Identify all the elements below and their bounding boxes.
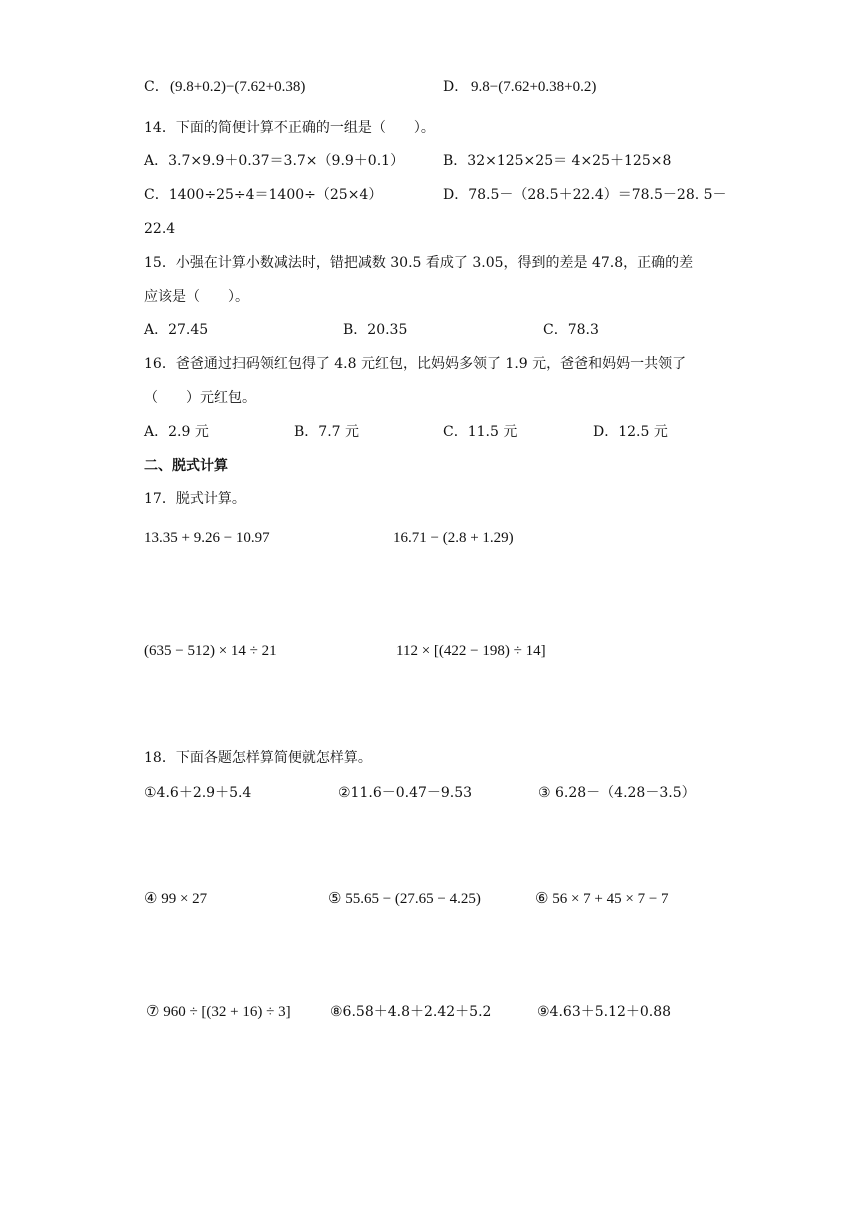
q17-expression-4: 112 × [(422 − 198) ÷ 14] [396,643,546,659]
q17-expression-3: (635 − 512) × 14 ÷ 21 [144,643,277,659]
q15-option-a: A．27.45 [144,322,209,338]
q18-expression-3: ③ 6.28－（4.28－3.5） [538,785,696,801]
q15-stem-line2: 应该是（ ）。 [144,289,249,305]
q18-expression-1: ①4.6＋2.9＋5.4 [144,785,252,801]
q18-expression-4: ④ 99 × 27 [144,891,208,907]
q14-option-d-continued: 22.4 [144,221,176,237]
q13-option-c-expr: (9.8+0.2)−(7.62+0.38) [170,79,306,95]
q13-option-d-expr: 9.8−(7.62+0.38+0.2) [471,79,597,95]
q18-expression-5: ⑤ 55.65 − (27.65 − 4.25) [328,891,481,907]
q14-option-c: C．1400÷25÷4＝1400÷（25×4） [144,187,383,203]
q16-stem-line1: 16．爸爸通过扫码领红包得了 4.8 元红包，比妈妈多领了 1.9 元，爸爸和妈妈一共领了 [144,356,687,372]
q18-stem: 18．下面各题怎样算简便就怎样算。 [144,750,372,766]
q18-expression-8: ⑧6.58＋4.8＋2.42＋5.2 [330,1004,492,1020]
q16-option-d: D．12.5 元 [593,424,668,440]
section-2-title: 二、脱式计算 [144,458,228,474]
q13-option-d-label: D． [443,79,469,95]
q18-expression-9: ⑨4.63＋5.12＋0.88 [537,1004,672,1020]
q14-option-d: D．78.5－（28.5＋22.4）＝78.5－28. 5－ [443,187,727,203]
q13-option-c-label: C． [144,79,169,95]
q15-option-b: B．20.35 [343,322,408,338]
q15-option-c: C．78.3 [543,322,599,338]
q16-option-a: A．2.9 元 [144,424,209,440]
q17-stem: 17．脱式计算。 [144,491,246,507]
q16-stem-line2: （ ）元红包。 [144,390,256,406]
q18-expression-2: ②11.6－0.47－9.53 [338,785,473,801]
q18-expression-6: ⑥ 56 × 7 + 45 × 7 − 7 [535,891,669,907]
q16-option-b: B．7.7 元 [294,424,360,440]
q17-expression-1: 13.35 + 9.26 − 10.97 [144,530,270,546]
q16-option-c: C．11.5 元 [443,424,518,440]
q18-expression-7: ⑦ 960 ÷ [(32 + 16) ÷ 3] [146,1004,291,1020]
q14-option-a: A．3.7×9.9＋0.37＝3.7×（9.9＋0.1） [144,153,405,169]
q15-stem-line1: 15．小强在计算小数减法时，错把减数 30.5 看成了 3.05，得到的差是 47.8，正确的差 [144,255,694,271]
q14-stem: 14．下面的简便计算不正确的一组是（ ）。 [144,120,435,136]
q17-expression-2: 16.71 − (2.8 + 1.29) [393,530,514,546]
q14-option-b: B．32×125×25＝ 4×25＋125×8 [443,153,672,169]
